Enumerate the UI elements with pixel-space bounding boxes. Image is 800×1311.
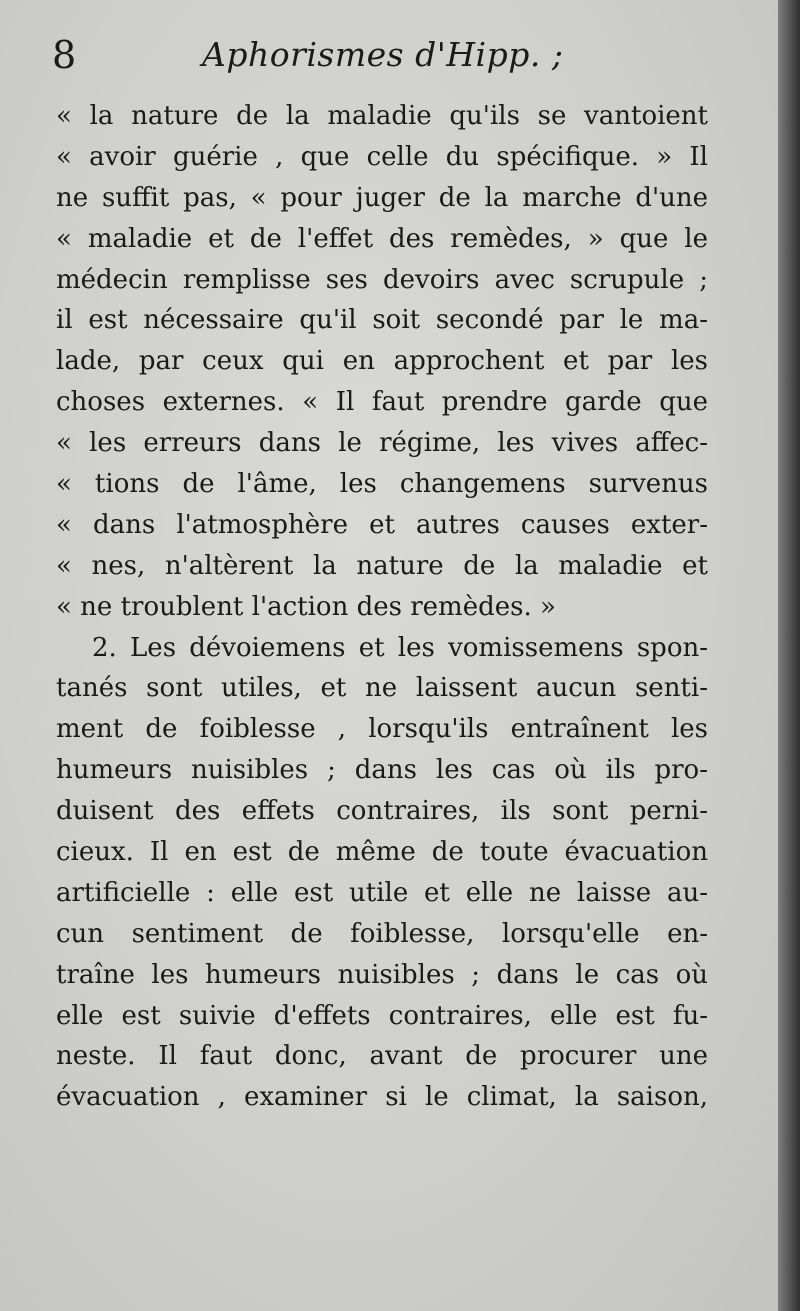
- text-line: « dans l'atmosphère et autres causes exter-: [56, 509, 708, 540]
- text-line: duisent des effets contraires, ils sont perni-: [56, 796, 708, 827]
- text-line: « nes, n'altèrent la nature de la maladie et: [56, 550, 708, 581]
- text-line: choses externes. « Il faut prendre garde que: [56, 387, 708, 418]
- text-line: « avoir guérie , que celle du spécifique. » Il: [56, 141, 708, 172]
- text-line: humeurs nuisibles ; dans les cas où ils pro-: [56, 755, 708, 786]
- text-line: neste. Il faut donc, avant de procurer une: [56, 1041, 708, 1072]
- text-line: cieux. Il en est de même de toute évacuation: [56, 837, 708, 868]
- text-line: médecin remplisse ses devoirs avec scrupule ;: [56, 264, 708, 295]
- text-line: cun sentiment de foiblesse, lorsqu'elle en-: [56, 918, 708, 949]
- text-line: « les erreurs dans le régime, les vives affec-: [56, 428, 708, 459]
- page-number: 8: [52, 33, 77, 77]
- text-line: lade, par ceux qui en approchent et par les: [56, 346, 708, 377]
- body-text: [56, 96, 708, 1118]
- text-line: « la nature de la maladie qu'ils se vantoient: [56, 101, 708, 131]
- text-line: « maladie et de l'effet des remèdes, » que le: [56, 223, 708, 254]
- text-line: artificielle : elle est utile et elle ne laisse au-: [56, 877, 708, 908]
- text-line: 2. Les dévoiemens et les vomissemens spon-: [92, 632, 708, 663]
- text-line: ne suffit pas, « pour juger de la marche d'une: [56, 182, 708, 213]
- page-header: [52, 30, 712, 80]
- text-line: « ne troublent l'action des remèdes. »: [56, 591, 556, 622]
- text-line: ment de foiblesse , lorsqu'ils entraînent les: [56, 714, 708, 745]
- text-line: traîne les humeurs nuisibles ; dans le cas où: [56, 959, 708, 990]
- text-line: évacuation , examiner si le climat, la saison,: [56, 1082, 708, 1113]
- binding-shadow: [778, 0, 800, 1311]
- text-line: elle est suivie d'effets contraires, elle est fu-: [56, 1000, 708, 1031]
- text-line: tanés sont utiles, et ne laissent aucun senti-: [56, 673, 708, 704]
- text-line: « tions de l'âme, les changemens survenus: [56, 469, 708, 500]
- running-head: Aphorismes d'Hipp. ;: [202, 35, 564, 74]
- text-line: il est nécessaire qu'il soit secondé par le ma-: [56, 305, 708, 336]
